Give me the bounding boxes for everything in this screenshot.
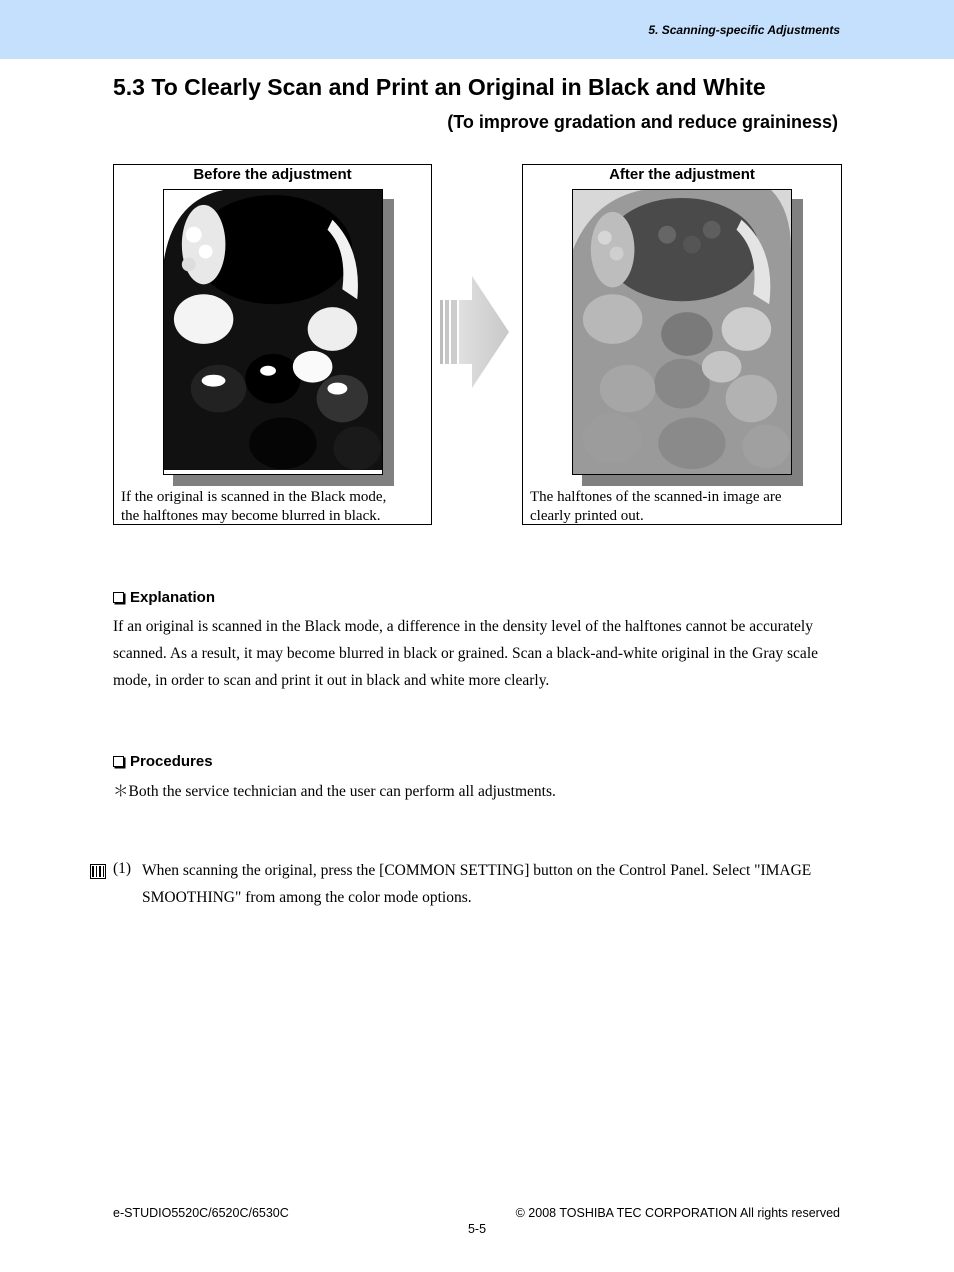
after-panel bbox=[522, 164, 842, 525]
checkbox-bullet-icon bbox=[113, 592, 124, 603]
procedures-note: ＊Both the service technician and the user can perform all adjustments. bbox=[113, 783, 556, 800]
checkbox-bullet-icon bbox=[113, 756, 124, 767]
before-caption-line: the halftones may become blurred in black. bbox=[121, 508, 381, 524]
explanation-body: If an original is scanned in the Black mode, a difference in the density level of the halftones cannot be accurately scanned. As a result, it may become blurred in black or grained. Scan a black-and-white original in the Gray scale mode, in order to scan and print it out in black and white more clearly. bbox=[113, 618, 819, 689]
explanation-heading-label: Explanation bbox=[130, 589, 216, 606]
after-caption-line: clearly printed out. bbox=[530, 508, 644, 524]
before-panel-title: Before the adjustment bbox=[193, 166, 352, 183]
procedures-heading-label: Procedures bbox=[130, 753, 213, 770]
before-fruit-photo bbox=[163, 189, 383, 475]
page-number: 5-5 bbox=[467, 1222, 487, 1236]
footer-copyright: © 2008 TOSHIBA TEC CORPORATION All rights reserved bbox=[515, 1206, 840, 1220]
before-panel bbox=[113, 164, 432, 525]
before-caption-line: If the original is scanned in the Black mode, bbox=[121, 489, 387, 505]
footer-model: e-STUDIO5520C/6520C/6530C bbox=[113, 1206, 289, 1220]
after-caption-line: The halftones of the scanned-in image are bbox=[530, 489, 782, 505]
before-panel-caption bbox=[121, 488, 424, 526]
after-panel-caption bbox=[530, 488, 834, 526]
step-text: When scanning the original, press the [COMMON SETTING] button on the Control Panel. Select "IMAGE SMOOTHING" from among the color mode options. bbox=[142, 862, 812, 906]
right-arrow-icon bbox=[436, 274, 512, 390]
fruit-photo-grayscale-icon bbox=[573, 190, 791, 474]
control-panel-icon bbox=[90, 864, 106, 879]
section-reference: 5. Scanning-specific Adjustments bbox=[648, 23, 840, 37]
after-fruit-photo bbox=[572, 189, 792, 475]
step-number: (1) bbox=[113, 860, 132, 877]
procedures-heading bbox=[113, 753, 213, 770]
page-title: 5.3 To Clearly Scan and Print an Original in Black and White bbox=[113, 74, 766, 100]
page-subtitle: (To improve gradation and reduce graininess) bbox=[447, 112, 838, 132]
explanation-heading bbox=[113, 589, 215, 606]
fruit-photo-high-contrast-icon bbox=[164, 190, 382, 474]
after-panel-title: After the adjustment bbox=[609, 166, 755, 183]
